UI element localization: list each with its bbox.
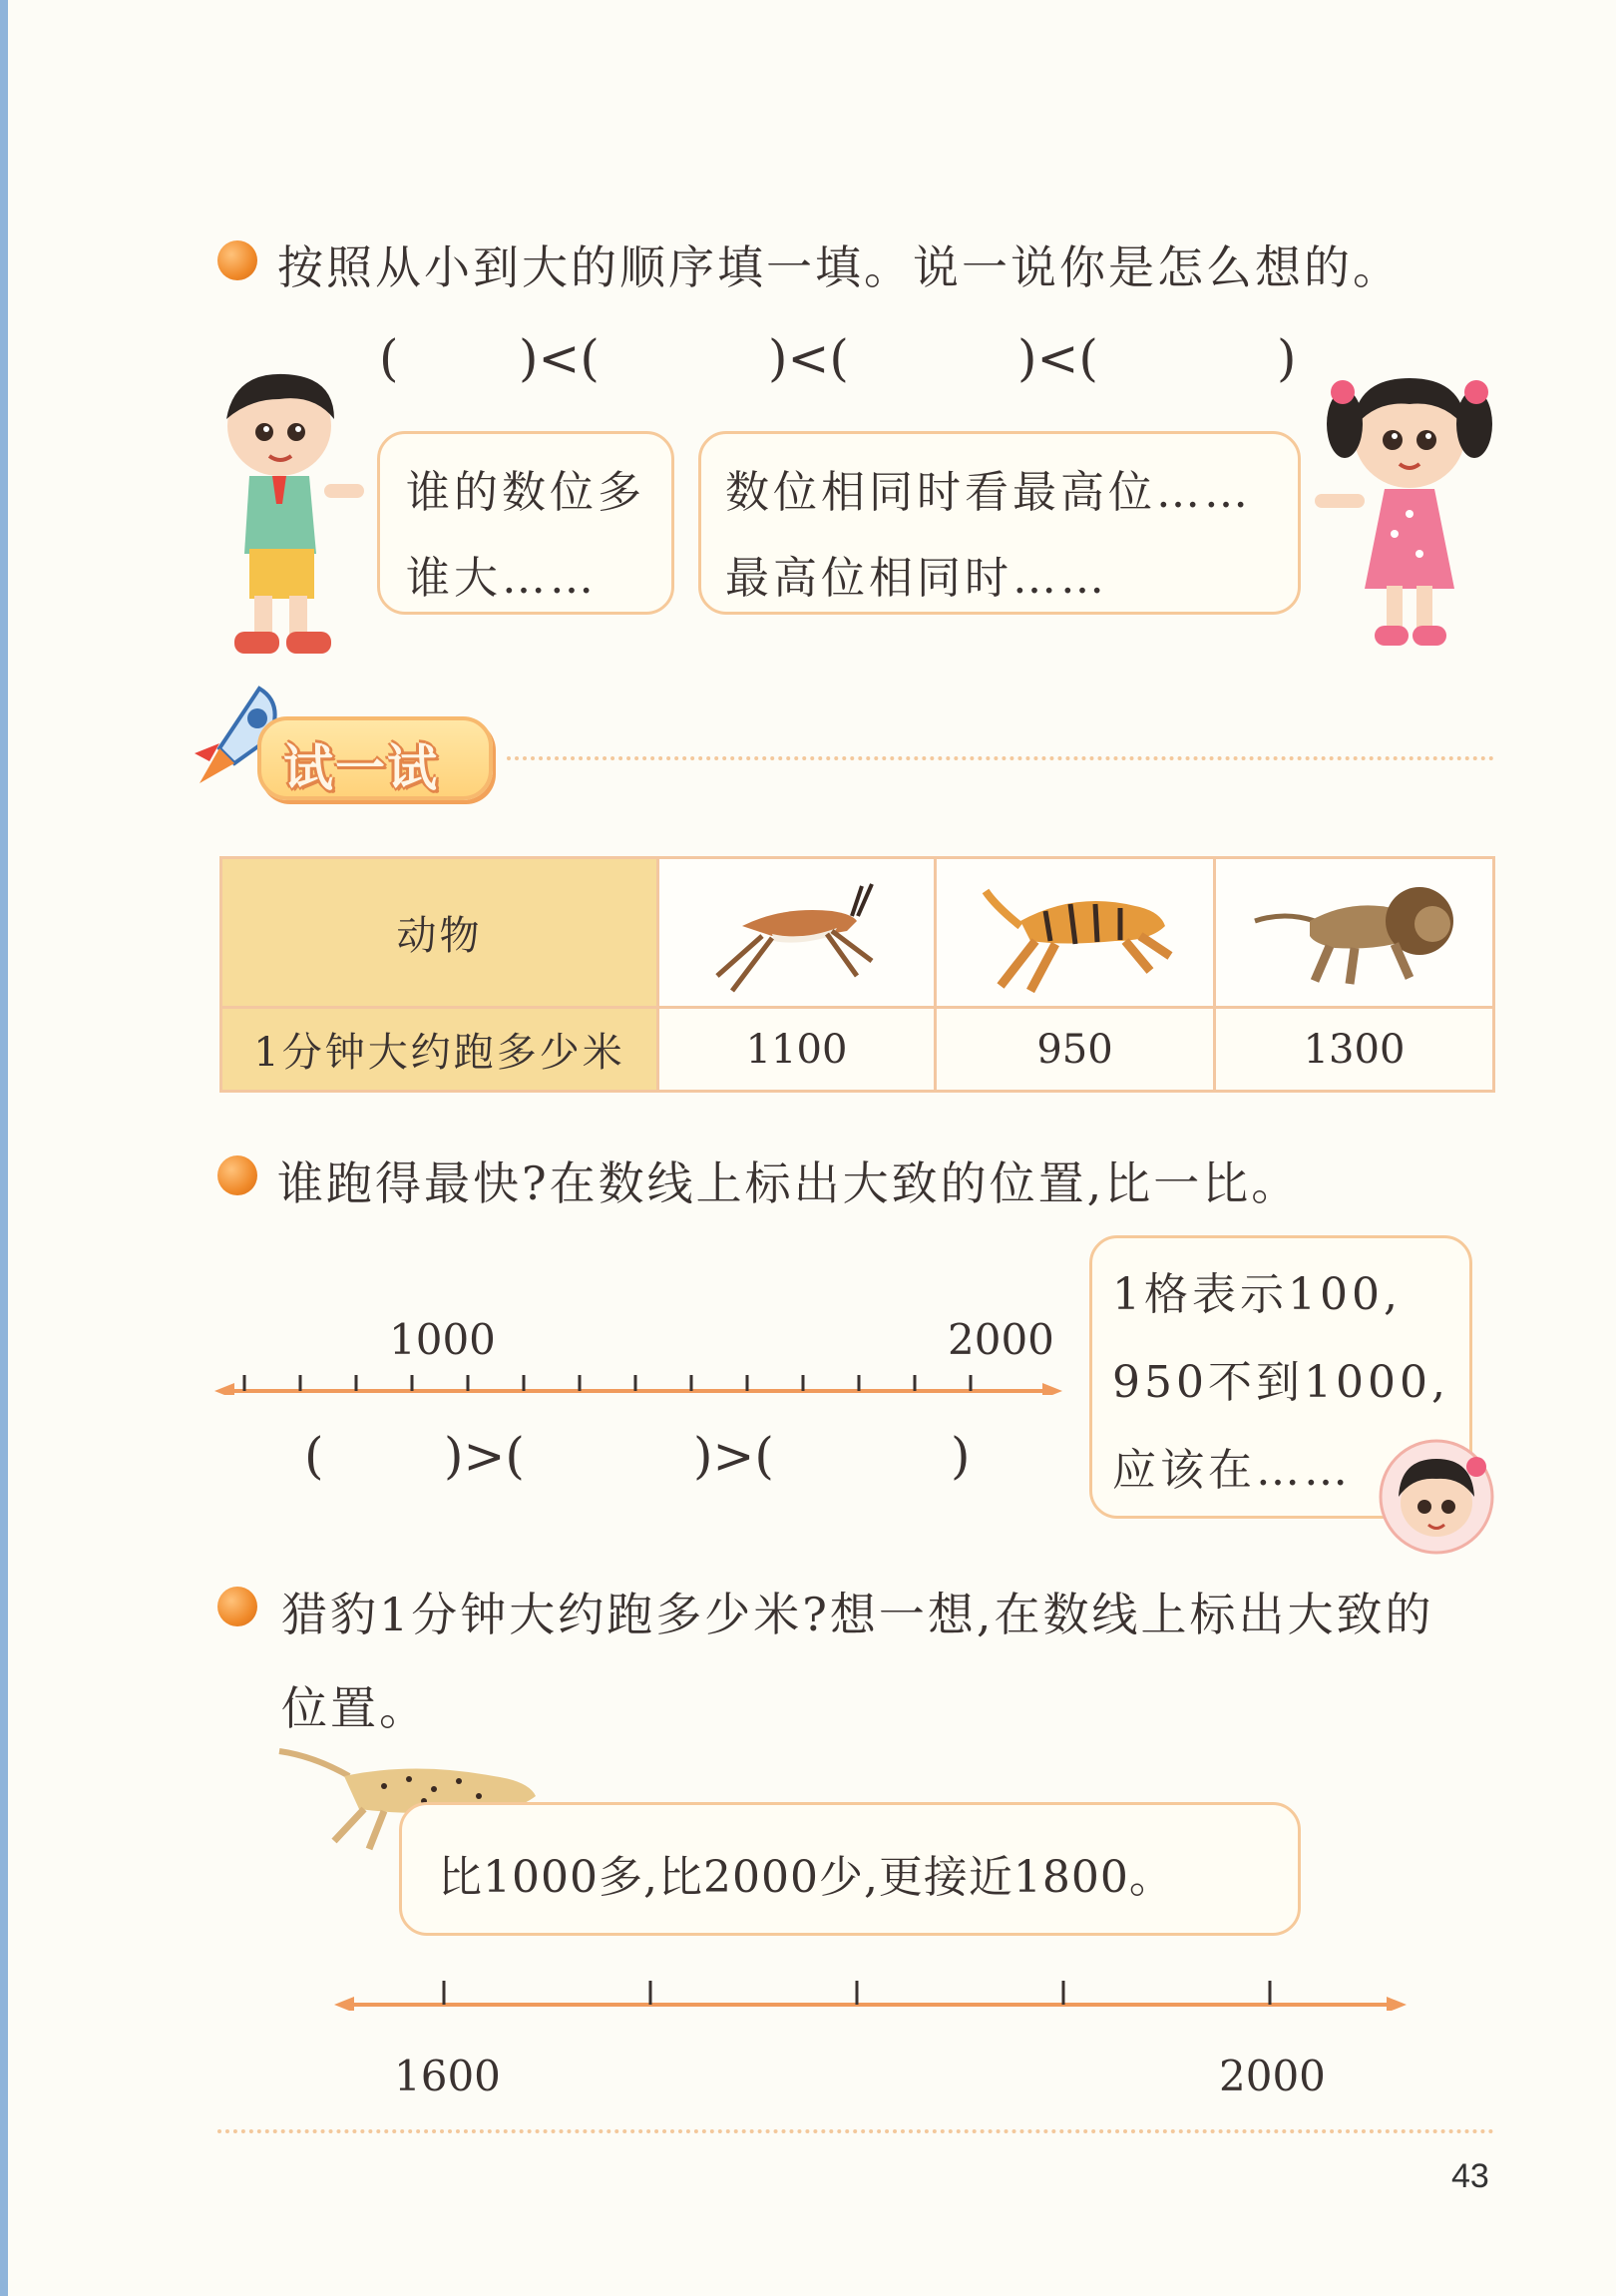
q2-paren-open: ( <box>304 1427 324 1485</box>
numberline-1-label-2000: 2000 <box>948 1315 1054 1364</box>
paren-close-4: ) <box>1277 329 1297 387</box>
try-section-title: 试一试 <box>283 739 439 797</box>
question-bullet-3 <box>217 1587 257 1626</box>
number-line-1[interactable] <box>214 1365 1062 1395</box>
numberline-2-label-2000: 2000 <box>1219 2052 1326 2100</box>
girl-bubble-line-2: 最高位相同时…… <box>725 553 1108 604</box>
page-edge-strip <box>0 0 8 2296</box>
q1-answer-row <box>379 329 1317 389</box>
question-bullet-2 <box>217 1155 257 1195</box>
section-divider-bottom <box>217 2129 1494 2133</box>
table-animal-lion <box>1215 858 1494 1008</box>
girl-bubble-line-1: 数位相同时看最高位…… <box>725 467 1252 518</box>
cheetah-hint-text: 比1000多,比2000少,更接近1800。 <box>438 1852 1174 1903</box>
question-2-text: 谁跑得最快?在数线上标出大致的位置,比一比。 <box>277 1156 1301 1210</box>
q2-paren-close: ) <box>951 1427 971 1485</box>
q2-answer-row <box>304 1427 983 1487</box>
boy-bubble-line-2: 谁大…… <box>406 553 598 604</box>
q2-separator-2: )>( <box>693 1427 774 1485</box>
girl-illustration <box>1315 364 1504 664</box>
q2-separator-1: )>( <box>444 1427 525 1485</box>
boy-speech-bubble <box>377 431 674 615</box>
table-value-tiger: 950 <box>936 1008 1215 1092</box>
table-value-lion: 1300 <box>1215 1008 1494 1092</box>
boy-illustration <box>195 364 364 664</box>
numberline-1-label-1000: 1000 <box>389 1315 496 1364</box>
girl-avatar <box>1377 1437 1496 1557</box>
table-value-antelope: 1100 <box>658 1008 936 1092</box>
answer-slot-separator-1: )<( <box>519 329 600 387</box>
table-row-label: 1分钟大约跑多少米 <box>221 1008 658 1092</box>
hint-line-3: 应该在…… <box>1112 1445 1352 1496</box>
number-line-2[interactable] <box>334 1971 1407 2011</box>
numberline-2-label-1600: 1600 <box>394 2052 501 2100</box>
antelope-icon <box>702 866 892 996</box>
number-line-2-ticks <box>444 1981 1270 2005</box>
table-header-animal: 动物 <box>221 858 658 1008</box>
paren-open-1: ( <box>379 329 399 387</box>
question-1-text: 按照从小到大的顺序填一填。说一说你是怎么想的。 <box>277 240 1402 294</box>
table-animal-tiger <box>936 858 1215 1008</box>
try-section-badge <box>257 716 493 800</box>
question-3-line-2: 位置。 <box>281 1681 428 1735</box>
cheetah-hint-bubble <box>399 1802 1301 1936</box>
hint-line-1: 1格表示100, <box>1112 1269 1402 1320</box>
lion-icon <box>1245 866 1464 996</box>
hint-line-2: 950不到1000, <box>1112 1357 1449 1408</box>
answer-slot-separator-3: )<( <box>1017 329 1098 387</box>
tiger-icon <box>976 866 1175 996</box>
question-3-line-1: 猎豹1分钟大约跑多少米?想一想,在数线上标出大致的 <box>281 1588 1434 1641</box>
answer-slot-separator-2: )<( <box>768 329 849 387</box>
animal-speed-table <box>219 856 1495 1093</box>
section-divider-top <box>507 756 1494 760</box>
table-animal-antelope <box>658 858 936 1008</box>
number-line-1-ticks <box>244 1375 971 1391</box>
girl-speech-bubble <box>698 431 1301 615</box>
question-bullet-1 <box>217 240 257 280</box>
page-number: 43 <box>1451 2157 1489 2195</box>
boy-bubble-line-1: 谁的数位多 <box>406 467 645 518</box>
